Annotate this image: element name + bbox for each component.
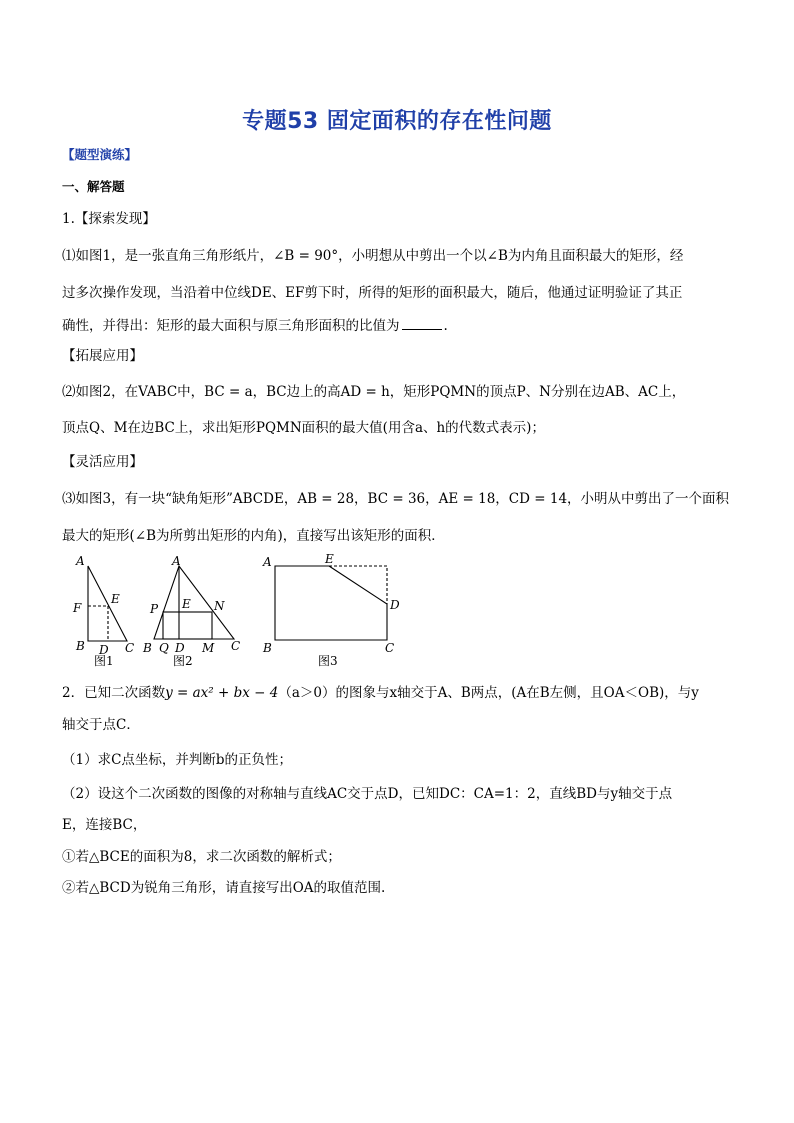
q1-part1-line3-text: 确性，并得出：矩形的最大面积与原三角形面积的比值为 [62, 318, 400, 334]
q1-heading: 1.【探索发现】 [62, 211, 156, 227]
q1-part1-line1: ⑴如图1，是一张直角三角形纸片，∠B = 90°，小明想从中剪出一个以∠B为内角且面积最大的矩形，经 [62, 248, 684, 264]
q2-line1-text-b: （a＞0）的图象与x轴交于A、B两点，(A在B左侧，且OA＜OB)，与y [278, 685, 699, 701]
q1-part1-line2: 过多次操作发现，当沿着中位线DE、EF剪下时，所得的矩形的面积最大，随后，他通过证明验证了其正 [62, 285, 683, 301]
figures-diagram [0, 545, 794, 675]
figure-1 [88, 566, 127, 641]
fig2-caption: 图2 [173, 654, 193, 668]
fig2-label-p: P [150, 602, 159, 616]
q2-formula: y = ax² + bx − 4 [165, 685, 279, 701]
fig3-caption: 图3 [318, 654, 338, 668]
q1-tag-extension: 【拓展应用】 [62, 348, 143, 364]
fig3-label-d: D [390, 598, 400, 612]
fig3-label-a: A [263, 555, 272, 569]
fig3-label-c: C [385, 641, 395, 655]
section-tag: 【题型演练】 [62, 147, 138, 162]
fig2-rectangle-pqmn [163, 612, 212, 639]
q2-line2: 轴交于点C． [62, 717, 140, 733]
q1-part1-line3-end: . [443, 318, 448, 334]
q2-line1 [62, 683, 699, 703]
fig2-label-n: N [214, 599, 225, 613]
section-heading: 一、解答题 [62, 179, 125, 194]
fig2-label-a: A [172, 554, 181, 568]
fig1-caption: 图1 [94, 654, 114, 668]
fig3-shape-abcde [275, 566, 387, 640]
fig2-label-d: D [175, 641, 185, 655]
q1-part2-line1: ⑵如图2，在VABC中，BC = a，BC边上的高AD = h，矩形PQMN的顶点P、N分别在边AB、AC上， [62, 384, 686, 400]
q2-part2-line2: E，连接BC， [62, 817, 147, 833]
q2-part1: （1）求C点坐标，并判断b的正负性； [62, 752, 293, 768]
fig1-label-d: D [99, 643, 109, 657]
q2-sub1: ①若△BCE的面积为8，求二次函数的解析式； [62, 849, 341, 865]
q1-tag-flexible: 【灵活应用】 [62, 454, 143, 470]
fig1-label-f: F [73, 601, 82, 615]
q1-part1-line3 [62, 315, 448, 336]
figure-3 [275, 566, 387, 640]
fig2-label-b: B [143, 641, 152, 655]
fig2-label-c: C [231, 639, 241, 653]
page-title: 专题53 固定面积的存在性问题 [242, 109, 552, 134]
fig2-label-e: E [182, 597, 191, 611]
q2-line1-text-a: 2．已知二次函数 [62, 685, 166, 701]
q1-part3-line2: 最大的矩形(∠B为所剪出矩形的内角)，直接写出该矩形的面积． [62, 528, 445, 544]
fig1-label-c: C [125, 641, 135, 655]
q1-part2-line2: 顶点Q、M在边BC上，求出矩形PQMN面积的最大值(用含a、h的代数式表示)； [62, 420, 545, 436]
fig2-label-q: Q [159, 641, 169, 655]
fig3-label-b: B [263, 641, 272, 655]
q1-part3-line1: ⑶如图3，有一块“缺角矩形”ABCDE，AB = 28，BC = 36，AE = 18，CD = 14，小明从中剪出了一个面积 [62, 491, 730, 507]
fig1-label-b: B [76, 639, 85, 653]
answer-blank [402, 315, 442, 330]
fig2-label-m: M [202, 641, 215, 655]
fig1-label-e: E [111, 592, 120, 606]
fig1-label-a: A [76, 554, 85, 568]
fig3-label-e: E [325, 552, 334, 566]
fig1-triangle [88, 566, 127, 641]
q2-part2-line1: （2）设这个二次函数的图像的对称轴与直线AC交于点D，已知DC：CA=1：2，直线BD与y轴交于点 [62, 786, 673, 802]
q2-sub2: ②若△BCD为锐角三角形，请直接写出OA的取值范围. [62, 880, 386, 896]
